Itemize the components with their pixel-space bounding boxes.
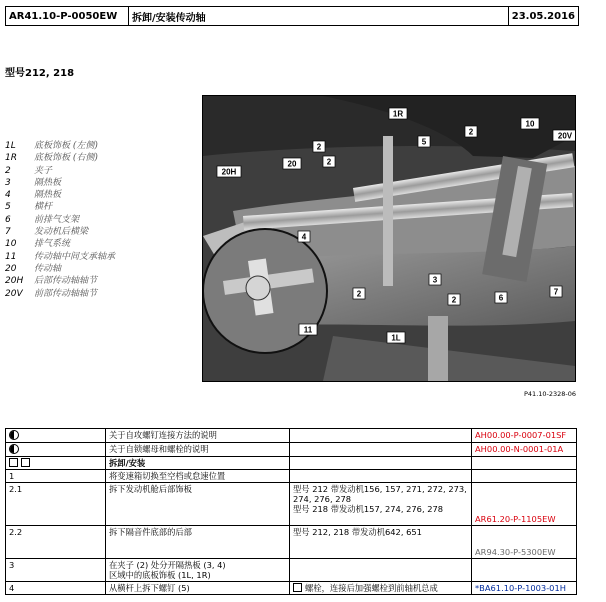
- step-reference: [472, 559, 577, 582]
- legend-key: 20: [5, 263, 17, 274]
- step-reference: AR61.20-P-1105EW: [472, 483, 577, 526]
- callout-label: [495, 292, 507, 303]
- underbody-illustration: [203, 96, 575, 381]
- info-icon: [9, 444, 19, 454]
- step-row: [6, 526, 577, 559]
- step-reference: [472, 470, 577, 483]
- callout-label: [429, 274, 441, 285]
- step-reference: AR94.30-P-5300EW: [472, 526, 577, 559]
- legend-key: 4: [5, 190, 11, 201]
- step-detail: [290, 470, 472, 483]
- note-reference: AH00.00-P-0007-01SF: [472, 429, 577, 443]
- legend-item: [5, 177, 115, 189]
- legend-label: 传动轴: [34, 263, 62, 274]
- legend-key: 20H: [5, 276, 24, 287]
- step-number: 2.1: [6, 483, 106, 526]
- svg-text:11: 11: [303, 325, 313, 335]
- note-detail: [290, 429, 472, 443]
- legend-item: [5, 275, 115, 287]
- document-id: AR41.10-P-0050EW: [6, 7, 129, 26]
- step-detail: 型号 212 带发动机156, 157, 271, 272, 273, 274, 276, 278 型号 218 带发动机157, 274, 276, 278: [290, 483, 472, 526]
- note-row: [6, 443, 577, 457]
- legend-key: 10: [5, 239, 17, 250]
- callout-label: [465, 126, 477, 137]
- svg-text:20V: 20V: [557, 131, 573, 141]
- legend-label: 发动机后横梁: [34, 227, 89, 238]
- section-icon-cell: [6, 457, 106, 470]
- svg-text:3: 3: [432, 275, 438, 285]
- section-title: 拆卸/安装: [106, 457, 290, 470]
- model-line: 型号212, 218: [5, 68, 75, 79]
- callout-label: [217, 166, 241, 177]
- legend-label: 隔热板: [34, 177, 62, 188]
- svg-text:4: 4: [301, 232, 307, 242]
- legend-label: 隔热板: [34, 190, 62, 201]
- callout-label: [448, 294, 460, 305]
- legend-key: 5: [5, 202, 11, 213]
- document-title: 拆卸/安装传动轴: [129, 7, 509, 26]
- legend-item: [5, 288, 115, 300]
- legend-label: 排气系统: [34, 239, 71, 250]
- legend-label: 传动轴中间支承轴承: [34, 251, 116, 262]
- tool-icon: [21, 458, 30, 467]
- legend-label: 夹子: [34, 165, 53, 176]
- legend-label: 前排气支架: [34, 214, 80, 225]
- callout-label: [313, 141, 325, 152]
- note-reference: AH00.00-N-0001-01A: [472, 443, 577, 457]
- note-text: 关于自锁螺母和螺栓的说明: [106, 443, 290, 457]
- svg-text:20H: 20H: [221, 167, 237, 177]
- step-row: [6, 483, 577, 526]
- legend-item: [5, 251, 115, 263]
- legend-key: 11: [5, 251, 17, 262]
- note-detail: [290, 443, 472, 457]
- callout-label: [387, 332, 405, 343]
- legend-item: [5, 238, 115, 250]
- section-row: [6, 457, 577, 470]
- procedure-table: [5, 428, 577, 595]
- svg-text:2: 2: [468, 127, 474, 137]
- callout-label: [323, 156, 335, 167]
- tool-icon: [293, 583, 302, 592]
- callout-label: [283, 158, 301, 169]
- legend-item: [5, 226, 115, 238]
- legend-key: 6: [5, 214, 11, 225]
- callout-label: [299, 324, 317, 335]
- svg-text:20: 20: [287, 159, 297, 169]
- svg-text:7: 7: [553, 287, 559, 297]
- step-row: [6, 582, 577, 595]
- exploded-view-photo: [202, 95, 576, 382]
- step-action: 拆下发动机舱后部饰板: [106, 483, 290, 526]
- step-action: 将变速箱切换至空档或怠速位置: [106, 470, 290, 483]
- info-icon: [9, 430, 19, 440]
- document-date: 23.05.2016: [508, 7, 578, 26]
- callout-label: [553, 130, 575, 141]
- callout-label: [521, 118, 539, 129]
- step-detail: 螺栓，连接后加强螺栓到前轴机总成: [290, 582, 472, 595]
- step-action: 在夹子 (2) 处分开隔热板 (3, 4) 区域中的底板饰板 (1L, 1R): [106, 559, 290, 582]
- legend-label: 横杆: [34, 202, 53, 213]
- svg-text:1L: 1L: [391, 333, 401, 343]
- legend-label: 后部传动轴轴节: [34, 276, 98, 287]
- legend-item: [5, 152, 115, 164]
- legend-key: 1R: [5, 153, 17, 164]
- legend-key: 2: [5, 165, 11, 176]
- step-row: [6, 559, 577, 582]
- step-number: 1: [6, 470, 106, 483]
- step-detail: [290, 559, 472, 582]
- legend-key: 1L: [5, 141, 16, 151]
- crossmember-5: [383, 136, 393, 286]
- step-detail: 型号 212, 218 带发动机642, 651: [290, 526, 472, 559]
- section-reference: [472, 457, 577, 470]
- callout-label: [418, 136, 430, 147]
- legend-item: [5, 165, 115, 177]
- step-action: 拆下隔音件底部的后部: [106, 526, 290, 559]
- step-number: 4: [6, 582, 106, 595]
- svg-text:1R: 1R: [392, 109, 404, 119]
- legend-item: [5, 214, 115, 226]
- note-icon-cell: [6, 443, 106, 457]
- legend-key: 20V: [5, 288, 23, 299]
- callout-label: [353, 288, 365, 299]
- legend-label: 前部传动轴轴节: [34, 288, 98, 299]
- legend-key: 3: [5, 177, 11, 188]
- step-number: 2.2: [6, 526, 106, 559]
- legend-item: [5, 263, 115, 275]
- figure-id: P41.10-2328-06: [524, 390, 577, 398]
- svg-text:2: 2: [326, 157, 332, 167]
- svg-text:2: 2: [316, 142, 322, 152]
- svg-text:10: 10: [525, 119, 535, 129]
- step-row: [6, 470, 577, 483]
- note-row: [6, 429, 577, 443]
- legend-label: 底板饰板 (右侧): [34, 153, 98, 164]
- step-reference: *BA61.10-P-1003-01H: [472, 582, 577, 595]
- callout-label: [389, 108, 407, 119]
- note-icon-cell: [6, 429, 106, 443]
- svg-text:5: 5: [421, 137, 427, 147]
- figure-legend: [5, 140, 115, 300]
- legend-item: [5, 140, 115, 152]
- step-action: 从横杆上拆下螺钉 (5): [106, 582, 290, 595]
- document-header: [5, 6, 579, 26]
- legend-item: [5, 189, 115, 201]
- note-text: 关于自攻螺钉连接方法的说明: [106, 429, 290, 443]
- svg-text:2: 2: [356, 289, 362, 299]
- svg-text:2: 2: [451, 295, 457, 305]
- legend-item: [5, 201, 115, 213]
- section-detail: [290, 457, 472, 470]
- tool-icon: [9, 458, 18, 467]
- callout-label: [298, 231, 310, 242]
- step-number: 3: [6, 559, 106, 582]
- legend-key: 7: [5, 227, 11, 238]
- legend-label: 底板饰板 (左侧): [34, 141, 98, 151]
- callout-label: [550, 286, 562, 297]
- svg-text:6: 6: [498, 293, 504, 303]
